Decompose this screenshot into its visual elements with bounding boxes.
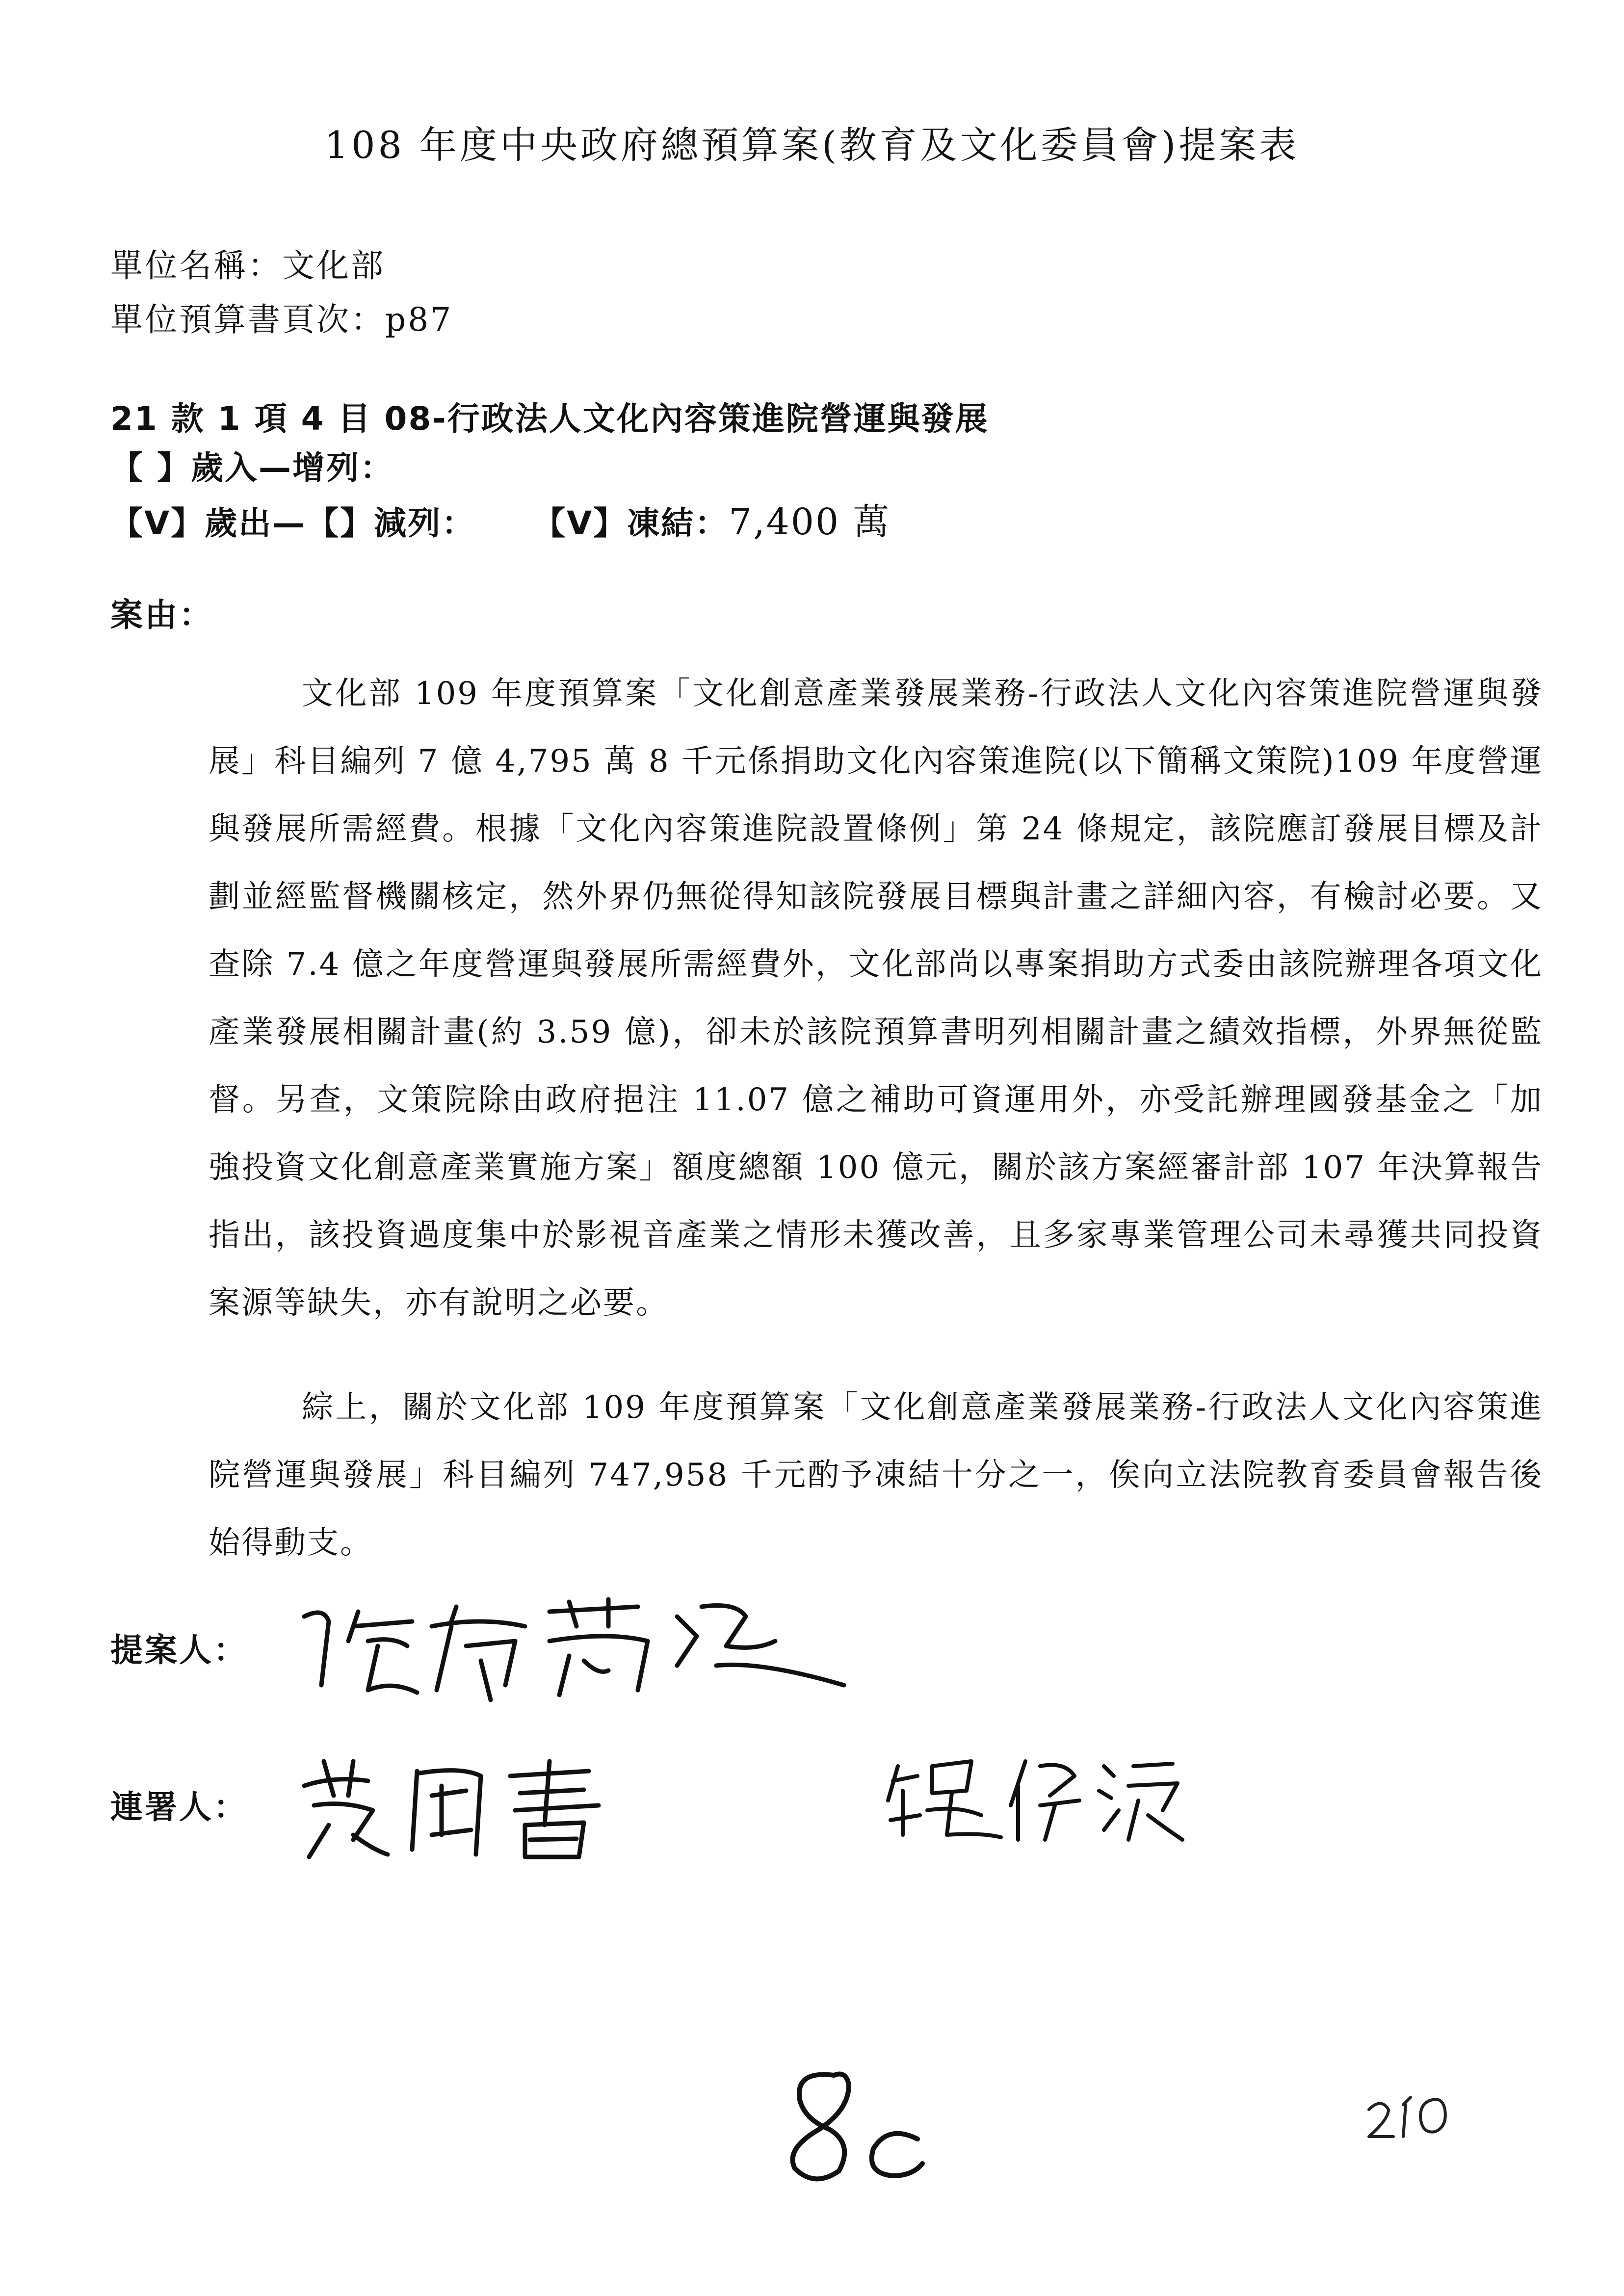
cosigner-signature-2: [883, 1747, 1187, 1845]
cosigner-signature-1: [294, 1751, 608, 1864]
proposer-signature: [294, 1587, 859, 1705]
reason-paragraph-1: 文化部 109 年度預算案「文化創意產業發展業務-行政法人文化內容策進院營運與發展」科目編列 7 億 4,795 萬 8 千元係捐助文化內容策進院(以下簡稱文策院)109 年度營運與發展所需經費。根據「文化內容策進院設置條例」第 24 條規定，該院應訂發展目標及計劃並經監督機關核定，然外界仍無從得知該院發展目標與計畫之詳細內容，有檢討必要。又查除 7.4 億之年度營運與發展所需經費外，文化部尚以專案捐助方式委由該院辦理各項文化產業發展相關計畫(約 3.59 億)，卻未於該院預算書明列相關計畫之績效指標，外界無從監督。另查，文策院除由政府挹注 11.07 億之補助可資運用外，亦受託辦理國發基金之「加強投資文化創意產業實施方案」額度總額 100 億元，關於該方案經審計部 107 年決算報告指出，該投資過度集中於影視音產業之情形未獲改善，且多家專業管理公司未尋獲共同投資案源等缺失，亦有說明之必要。: [209, 676, 1543, 1321]
cosigner-label: 連署人：: [110, 1788, 248, 1826]
revenue-increase-line: 【 】歲入—增列：: [110, 449, 394, 487]
handwritten-number-80: [775, 2065, 932, 2195]
reason-label: 案由：: [110, 596, 213, 634]
reason-paragraph-2: 綜上，關於文化部 109 年度預算案「文化創意產業發展業務-行政法人文化內容策進院營運與發展」科目編列 747,958 千元酌予凍結十分之一，俟向立法院教育委員會報告後始得動支。: [209, 1389, 1543, 1561]
expenditure-reduce-checkbox-label: 【V】歲出—【】減列：: [110, 504, 476, 542]
budget-page-reference: 單位預算書頁次：p87: [110, 301, 453, 339]
expenditure-line: [110, 493, 891, 545]
handwritten-number-210: [1364, 2090, 1452, 2146]
freeze-checkbox-label: 【V】凍結：: [549, 504, 729, 542]
budget-item-heading: 21 款 1 項 4 目 08-行政法人文化內容策進院營運與發展: [110, 400, 989, 438]
document-title: 108 年度中央政府總預算案(教育及文化委員會)提案表: [324, 123, 1300, 167]
freeze-amount: 7,400 萬: [729, 501, 891, 543]
proposer-label: 提案人：: [110, 1631, 248, 1669]
unit-name: 單位名稱：文化部: [110, 247, 385, 285]
